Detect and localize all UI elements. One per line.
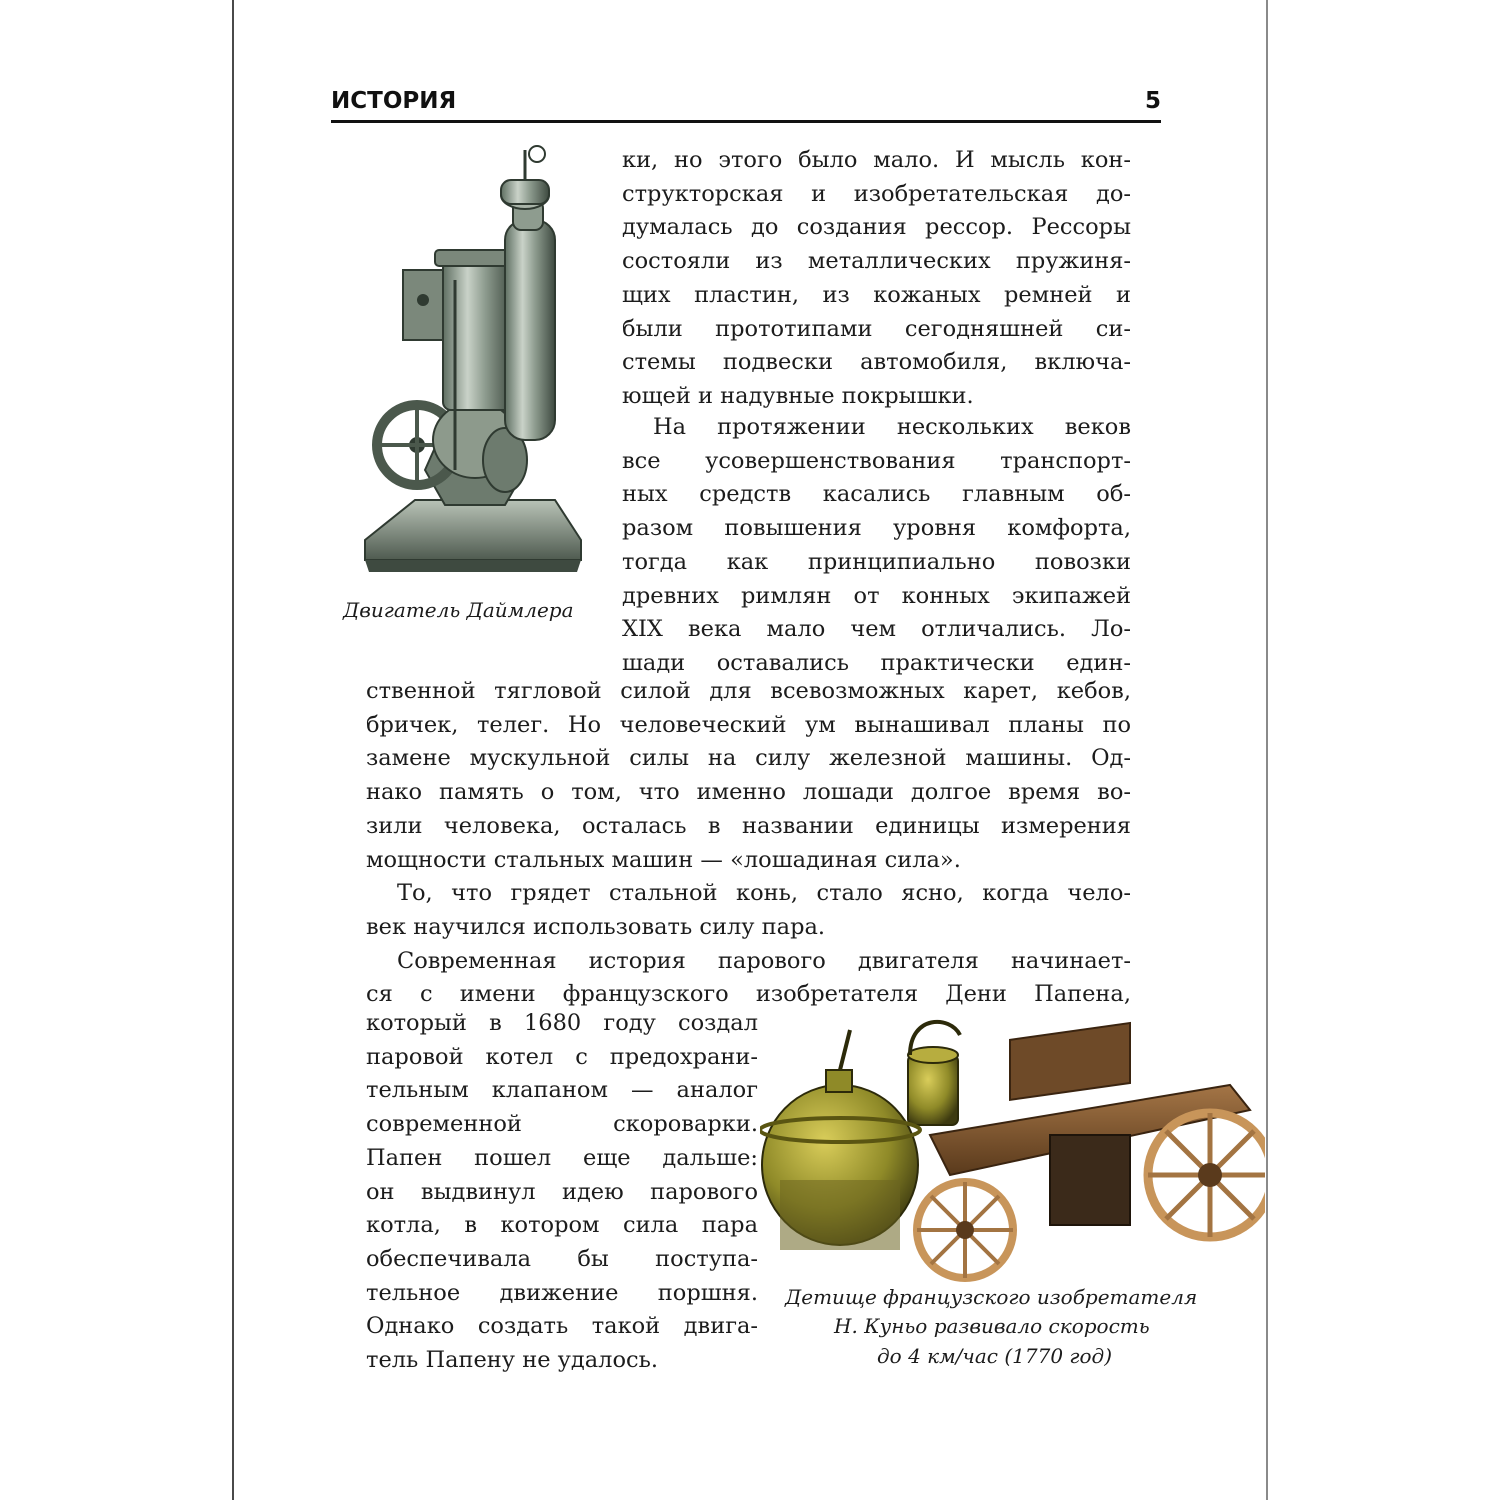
cart-caption-line: Н. Куньо развивало скорость [834, 1314, 1150, 1338]
section-title: ИСТОРИЯ [331, 88, 457, 114]
text-line: состояли из металлических пружиня- [622, 248, 1131, 275]
page-number: 5 [1144, 88, 1161, 114]
daimler-engine-illustration [355, 140, 587, 578]
text-line: зили человека, осталась в названии единицы измерения [366, 812, 1131, 839]
text-line: тельным клапаном — аналог [366, 1077, 758, 1104]
text-line: структорская и изобретательская до- [622, 180, 1131, 207]
text-line: ся с имени французского изобретателя Дени Папена, [366, 981, 1131, 1008]
text-block-2 [622, 414, 1131, 684]
text-line: ственной тягловой силой для всевозможных карет, кебов, [366, 678, 1131, 704]
text-line: обеспечивала бы поступа- [366, 1245, 758, 1272]
text-block-1 [622, 147, 1131, 417]
text-line: разом повышения уровня комфорта, [622, 515, 1131, 542]
text-line: замене мускульной силы на силу железной машины. Од- [366, 745, 1131, 772]
text-line: ных средств касались главным об- [622, 481, 1131, 508]
text-line: он выдвинул идею парового [366, 1178, 758, 1205]
cugnot-steam-carriage-illustration [760, 1015, 1265, 1285]
text-line: мощности стальных машин — «лошадиная сила». [366, 846, 961, 873]
text-line: думалась до создания рессор. Рессоры [622, 214, 1131, 241]
engine-caption: Двигатель Даймлера [343, 598, 574, 622]
cart-caption-line: Детище французского изобретателя [785, 1285, 1198, 1309]
text-line: На протяжении нескольких веков [653, 414, 1131, 440]
text-line: щих пластин, из кожаных ремней и [622, 281, 1131, 308]
text-line: тельное движение поршня. [366, 1279, 758, 1306]
text-line: тогда как принципиально повозки [622, 548, 1131, 575]
text-line: век научился использовать силу пара. [366, 913, 826, 940]
text-line: ки, но этого было мало. И мысль кон- [622, 147, 1131, 173]
text-line: который в 1680 году создал [366, 1010, 758, 1036]
text-line: шади оставались практически един- [622, 649, 1131, 676]
text-line: бричек, телег. Но человеческий ум вынашивал планы по [366, 711, 1131, 738]
text-line: XIX века мало чем отличались. Ло- [622, 616, 1131, 643]
text-line: То, что грядет стальной конь, стало ясно, когда чело- [397, 880, 1131, 907]
text-line: все усовершенствования транспорт- [622, 447, 1131, 474]
text-line: котла, в котором сила пара [366, 1212, 758, 1239]
text-line: стемы подвески автомобиля, включа- [622, 349, 1131, 376]
text-line: ющей и надувные покрышки. [622, 382, 974, 409]
cart-caption-line: до 4 км/час (1770 год) [877, 1344, 1113, 1368]
text-block-3 [366, 678, 1131, 1018]
running-header [331, 84, 1161, 123]
text-line: тель Папену не удалось. [366, 1347, 659, 1373]
text-line: современной скороварки. [366, 1111, 758, 1138]
text-line: паровой котел с предохрани- [366, 1043, 758, 1070]
text-line: древних римлян от конных экипажей [622, 582, 1131, 609]
text-line: Современная история парового двигателя начинает- [397, 947, 1131, 974]
text-line: были прототипами сегодняшней си- [622, 315, 1131, 342]
text-block-4 [366, 1010, 758, 1390]
text-line: Папен пошел еще дальше: [366, 1144, 758, 1171]
text-line: Однако создать такой двига- [366, 1313, 758, 1340]
text-line: нако память о том, что именно лошади долгое время во- [366, 779, 1131, 806]
